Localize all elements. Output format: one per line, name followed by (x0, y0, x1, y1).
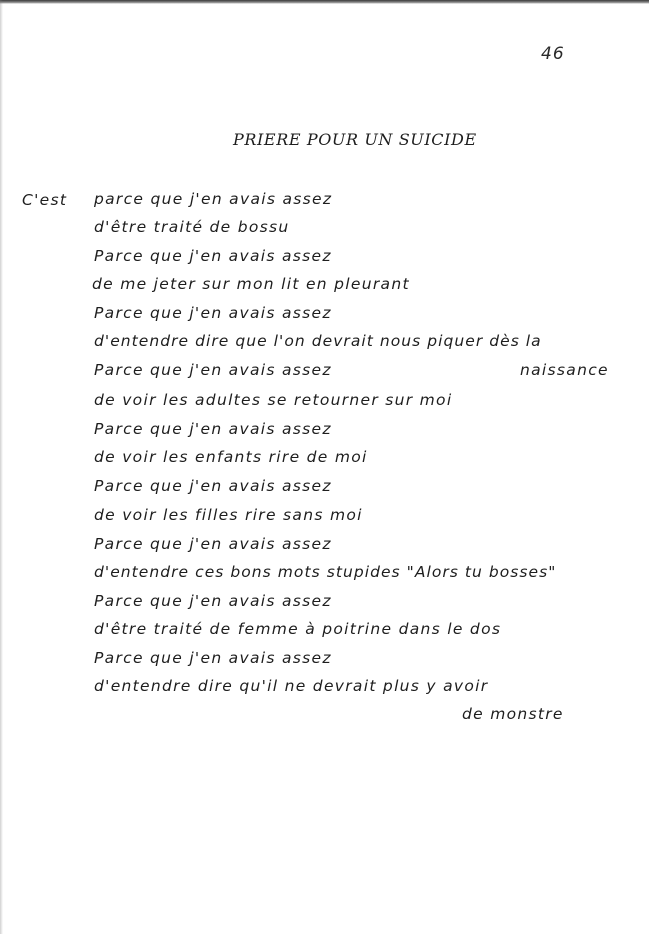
poem-line: de me jeter sur mon lit en pleurant (92, 275, 410, 293)
poem-line: de voir les filles rire sans moi (94, 506, 363, 524)
poem-line: Parce que j'en avais assez (94, 535, 332, 553)
poem-line: d'entendre dire qu'il ne devrait plus y avoir (94, 677, 489, 695)
poem-opening-word: C'est (22, 191, 68, 209)
poem-line: Parce que j'en avais assez (94, 361, 332, 379)
page-top-edge (0, 0, 649, 4)
poem-line: Parce que j'en avais assez (94, 420, 332, 438)
poem-line-continuation: naissance (520, 361, 609, 379)
poem-line: de voir les enfants rire de moi (94, 448, 368, 466)
poem-line: Parce que j'en avais assez (94, 304, 332, 322)
poem-line: Parce que j'en avais assez (94, 477, 332, 495)
poem-line: d'être traité de femme à poitrine dans le dos (94, 620, 502, 638)
poem-line: parce que j'en avais assez (94, 190, 333, 208)
poem-line: de voir les adultes se retourner sur moi (94, 391, 453, 409)
poem-line-continuation: de monstre (462, 705, 564, 723)
page-number: 46 (541, 44, 565, 64)
page-left-edge (0, 0, 3, 934)
poem-line: d'être traité de bossu (94, 218, 290, 236)
poem-line: Parce que j'en avais assez (94, 649, 332, 667)
poem-line: d'entendre dire que l'on devrait nous piquer dès la (94, 332, 542, 350)
poem-line: Parce que j'en avais assez (94, 247, 332, 265)
poem-line: Parce que j'en avais assez (94, 592, 332, 610)
poem-line: d'entendre ces bons mots stupides "Alors tu bosses" (94, 563, 557, 581)
poem-title: PRIERE POUR UN SUICIDE (233, 130, 477, 149)
